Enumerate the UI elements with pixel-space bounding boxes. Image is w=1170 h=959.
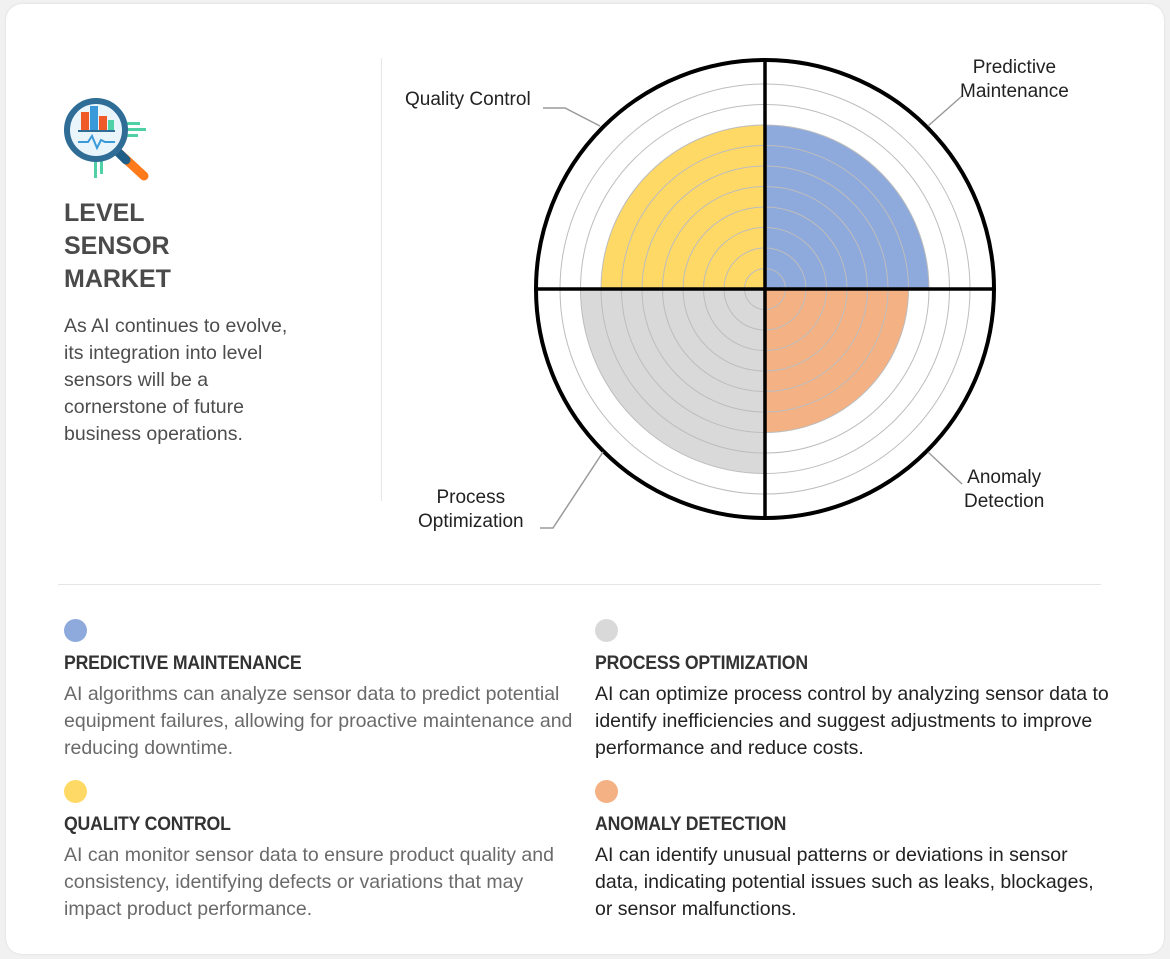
label-anomaly-detection <box>964 466 1044 514</box>
legend-text-quality: AI can monitor sensor data to ensure product quality and consistency, identifying defects or variations that may impact product performance. <box>64 844 554 920</box>
label-quality-control <box>405 88 531 112</box>
legend-anomaly-detection <box>595 780 1115 923</box>
legend-dot-anomaly <box>595 780 618 803</box>
legend-title-quality: QUALITY CONTROL <box>64 814 231 835</box>
label-predictive-maintenance <box>960 56 1069 104</box>
legend-process-optimization <box>595 619 1115 762</box>
horizontal-divider <box>58 584 1101 585</box>
label-process-optimization <box>418 486 524 534</box>
label-predictive-line-1: Predictive <box>972 57 1057 78</box>
leader-process-optimization <box>540 452 603 528</box>
legend-title-predictive: PREDICTIVE MAINTENANCE <box>64 653 302 674</box>
leader-anomaly-detection <box>928 452 962 484</box>
sector-predictive-maintenance <box>765 125 929 289</box>
legend-text-anomaly: AI can identify unusual patterns or deviations in sensor data, indicating potential issues such as leaks, blockages, or sensor malfunctions. <box>595 844 1094 920</box>
leader-predictive-maintenance <box>928 96 962 126</box>
legend-dot-process <box>595 619 618 642</box>
label-predictive-line-2: Maintenance <box>960 81 1069 102</box>
label-anomaly-line-1: Anomaly <box>967 467 1042 488</box>
legend-dot-predictive <box>64 619 87 642</box>
legend-quality-control <box>64 780 584 923</box>
leader-quality-control <box>543 108 600 126</box>
title-line-2: SENSOR <box>64 232 170 260</box>
legend-text-process: AI can optimize process control by analyzing sensor data to identify inefficiencies and suggest adjustments to improve performance and reduce costs. <box>595 683 1109 759</box>
sector-anomaly-detection <box>765 289 909 433</box>
legend-dot-quality <box>64 780 87 803</box>
label-anomaly-line-2: Detection <box>964 491 1045 512</box>
intro-text: As AI continues to evolve, its integration into level sensors will be a cornerstone of future business operations. <box>64 315 288 445</box>
legend-predictive-maintenance <box>64 619 584 762</box>
legend-text-predictive: AI algorithms can analyze sensor data to predict potential equipment failures, allowing for proactive maintenance and reducing downtime. <box>64 683 573 759</box>
title-line-3: MARKET <box>64 265 171 293</box>
label-process-line-2: Optimization <box>418 511 524 532</box>
sector-quality-control <box>601 125 765 289</box>
legend-title-process: PROCESS OPTIMIZATION <box>595 653 808 674</box>
sector-process-optimization <box>581 289 766 474</box>
label-process-line-1: Process <box>436 487 506 508</box>
legend-title-anomaly: ANOMALY DETECTION <box>595 814 787 835</box>
title-line-1: LEVEL <box>64 199 145 227</box>
label-quality-control-text: Quality Control <box>405 89 531 110</box>
